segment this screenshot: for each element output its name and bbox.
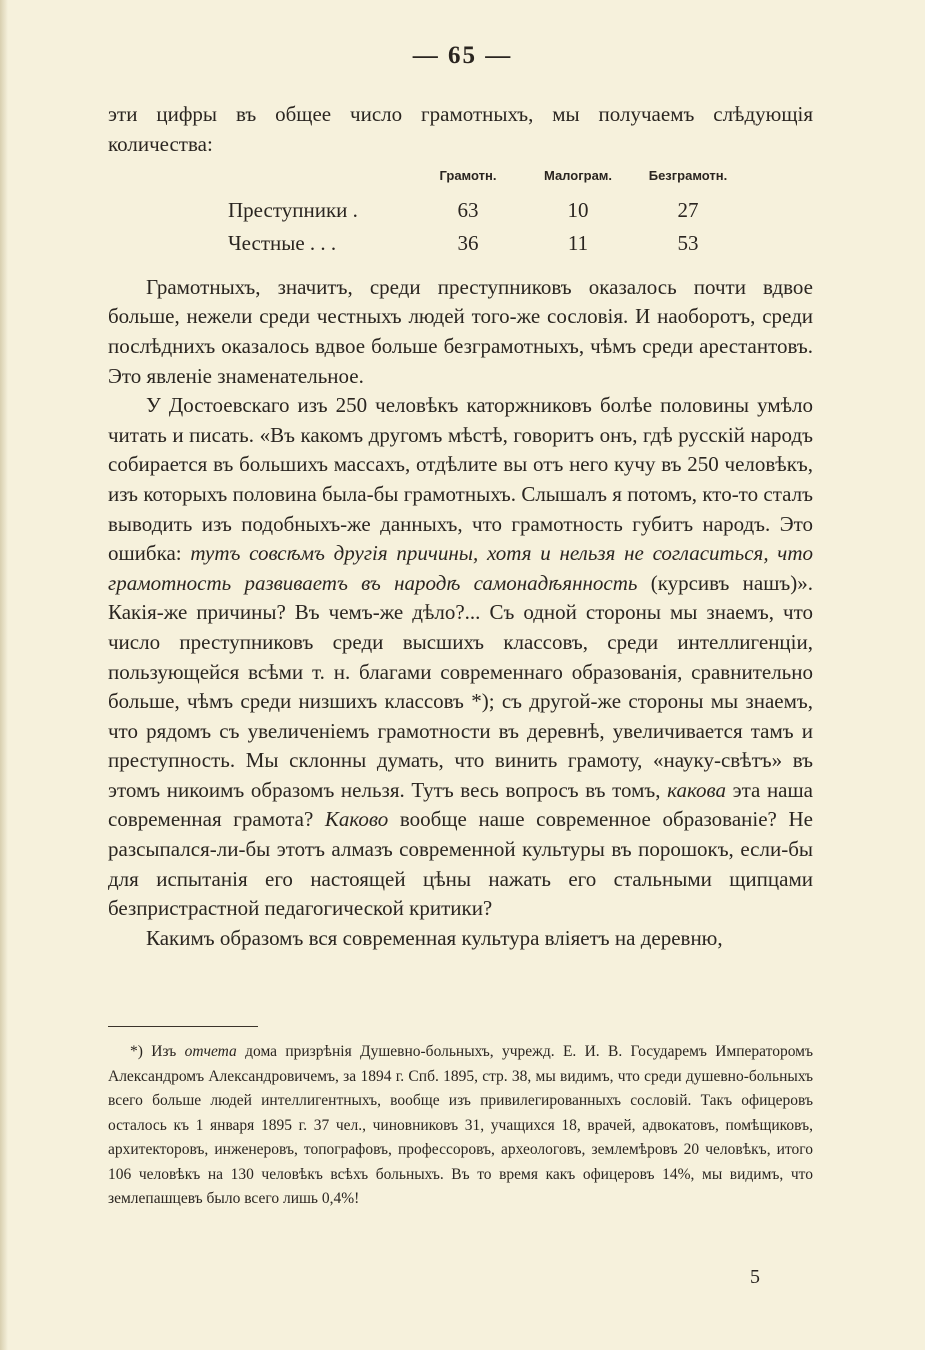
table-row — [228, 195, 743, 228]
table-cell: 36 — [457, 231, 479, 256]
page-number: — 65 — — [412, 42, 513, 69]
italic-word: отчета — [184, 1043, 237, 1060]
table-header-cell: Безграмотн. — [648, 168, 728, 184]
paragraph-dostoevsky — [108, 391, 813, 924]
table-header-cell: Грамотн. — [439, 168, 497, 184]
literacy-table — [228, 161, 743, 261]
footnote-marker: *) Изъ — [130, 1043, 185, 1060]
italic-word: какова — [667, 777, 726, 802]
signature-mark: 5 — [750, 1266, 760, 1288]
italic-word: Каково — [324, 807, 389, 832]
page-edge-shadow — [0, 0, 8, 1350]
table-row — [228, 228, 743, 261]
table-row-label: Честные . . . — [228, 231, 337, 256]
paragraph-text: вообще наше современное образованіе? Не разсыпался-ли-бы этотъ алмазъ современной культуры въ порошокъ, если-бы для испытанія его настоящей цѣны нажать его стальными щипцами безпристрастной педагогической критики? — [108, 807, 813, 921]
body-text — [108, 100, 813, 953]
table-header-cell: Малограм. — [543, 168, 613, 184]
paragraph-culture: Какимъ образомъ вся современная культура вліяетъ на деревню, — [146, 925, 723, 950]
table-cell: 11 — [567, 231, 589, 256]
paragraph-text: эта наша современная грамота? — [108, 777, 813, 832]
footnote-body: дома призрѣнія Душевно-больныхъ, учрежд. Е. И. В. Государемъ Императоромъ Александромъ Александровичемъ, за 1894 г. Спб. 1895, стр. 38, мы видимъ, что среди душевно-больныхъ всего больше людей интеллигентныхъ, вообще изъ привилегированныхъ сословій. Такъ офицеровъ осталось къ 1 января 1895 г. 37 чел., чиновниковъ 31, учащихся 18, врачей, адвокатовъ, помѣщиковъ, архитекторовъ, инженеровъ, топографовъ, профессоровъ, археологовъ, землемѣровъ 20 человѣкъ, итого 106 человѣкъ на 130 человѣкъ всѣхъ больныхъ. Въ то время какъ офицеровъ 14%, мы видимъ, что землепашцевъ было всего лишь 0,4%! — [108, 1043, 813, 1207]
intro-text: эти цифры въ общее число грамотныхъ, мы получаемъ слѣдующія количества: — [108, 102, 813, 156]
footnote-separator — [108, 1026, 258, 1027]
paragraph-text: У Достоевскаго изъ 250 человѣкъ каторжниковъ болѣе половины умѣло читать и писать. «Въ какомъ другомъ мѣстѣ, говоритъ онъ, гдѣ русскій народъ собирается въ большихъ массахъ, отдѣлите вы отъ него кучу въ 250 человѣкъ, изъ которыхъ половина была-бы грамотныхъ. Слышалъ я потомъ, кто-то сталъ выводить изъ подобныхъ-же данныхъ, что грамотность губитъ народъ. Это ошибка: — [108, 393, 813, 566]
table-header-cell — [228, 161, 413, 195]
paragraph-text: (курсивъ нашъ)». Какія-же причины? Въ чемъ-же дѣло?... Съ одной стороны мы знаемъ, что число преступниковъ среди высшихъ классовъ, среди интеллигенціи, пользующейся всѣми т. н. благами современнаго образованія, сравнительно больше, чѣмъ среди низшихъ классовъ *); съ другой-же стороны мы знаемъ, что рядомъ съ увеличеніемъ грамотности въ деревнѣ, увеличивается тамъ и преступность. Мы склонны думать, что винить грамоту, «науку-свѣтъ» въ этомъ никоимъ образомъ нельзя. Тутъ весь вопросъ въ томъ, — [108, 570, 813, 802]
table-cell: 63 — [457, 198, 479, 223]
table-header-row — [228, 161, 743, 195]
footnote — [108, 1040, 813, 1212]
paragraph-literacy-comparison: Грамотныхъ, значитъ, среди преступниковъ оказалось почти вдвое больше, нежели среди честныхъ людей того-же сословія. И наоборотъ, среди послѣднихъ оказалось вдвое больше безграмотныхъ, чѣмъ среди арестантовъ. Это явленіе знаменательное. — [108, 274, 813, 388]
table-cell: 27 — [677, 198, 699, 223]
table-cell: 10 — [567, 198, 589, 223]
table-cell: 53 — [677, 231, 699, 256]
table-row-label: Преступники . — [228, 198, 358, 223]
footnote-text — [108, 1040, 813, 1212]
italic-quote: тутъ совсѣмъ другія причины, хотя и нельзя не согласиться, что грамотность развиваетъ въ народѣ самонадѣянность — [108, 541, 813, 595]
